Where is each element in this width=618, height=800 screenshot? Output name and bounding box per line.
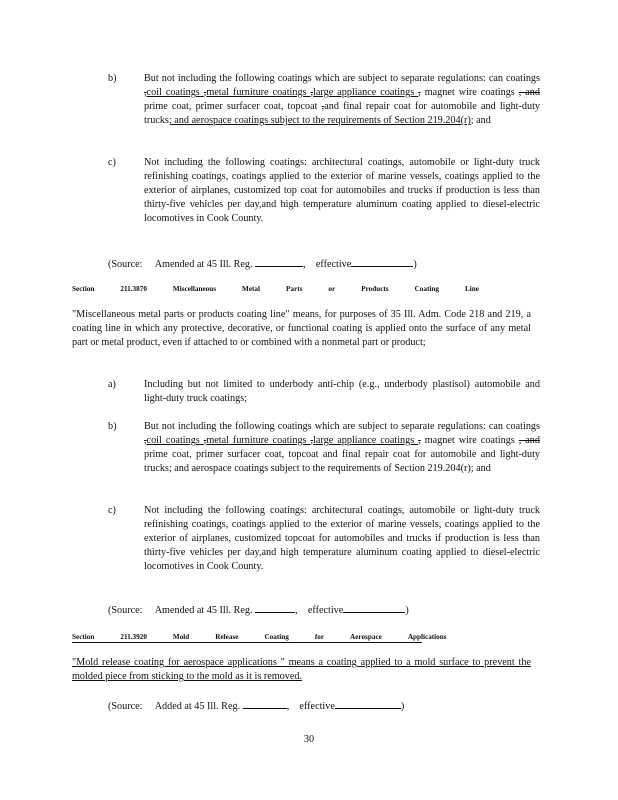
heading-word: for xyxy=(314,633,325,641)
blank-line xyxy=(255,602,295,613)
source-comma: , xyxy=(295,605,298,616)
item-text: Not including the following coatings: architectural coatings, automobile or light-duty truck refinishing coatings, coatings applied to the exterior of marine vessels, coatings applied to the exterior of airplanes, customized top coat for automobiles and trucks if production is less than thirty-five vehicles per day,and high temperature aluminum coating applied to diesel-electric locomotives in Cook County. xyxy=(144,157,540,224)
heading-word: Miscellaneous xyxy=(172,285,217,293)
item-label: c) xyxy=(108,505,116,516)
item-text xyxy=(144,420,540,476)
item-text: Not including the following coatings: architectural coatings, automobile or light-duty truck refinishing coatings, coatings applied to the exterior of marine vessels, coatings applied to the exterior of airplanes, customized topcoat for automobiles and trucks if production is less than thirty-five vehicles per day,and high temperature aluminum coating applied to diesel-electric locomotives in Cook County. xyxy=(144,505,540,572)
inserted-text: large appliance coatings xyxy=(313,435,419,446)
item-label: b) xyxy=(108,421,117,432)
item-label: a) xyxy=(108,379,116,390)
deleted-text: , xyxy=(203,435,207,446)
source-label: (Source: xyxy=(108,701,143,712)
source-comma: , xyxy=(303,259,306,270)
blank-line xyxy=(243,698,287,709)
definition-paragraph: "Mold release coating for aerospace applications " means a coating applied to a mold surface to prevent the molded piece from sticking to the mold as it is removed. xyxy=(72,657,531,682)
text-run: magnet wire coatings xyxy=(420,87,519,98)
deleted-text: , xyxy=(144,435,147,446)
source-effective: effective xyxy=(307,605,344,616)
item-label: c) xyxy=(108,157,116,168)
inserted-text: metal furniture coatings xyxy=(206,435,311,446)
source-label: (Source: xyxy=(108,605,143,616)
heading-word: Coating xyxy=(414,285,439,293)
blank-line xyxy=(255,256,303,267)
text-run: But not including the following coatings which are subject to separate regulations: can coatings xyxy=(144,421,540,432)
source-note xyxy=(108,256,417,272)
deleted-text: , xyxy=(418,435,421,446)
deleted-text: , xyxy=(418,87,421,98)
source-reg: Amended at 45 Ill. Reg. xyxy=(154,605,253,616)
heading-word: Mold xyxy=(172,633,190,641)
item-text xyxy=(144,72,540,128)
source-reg: Added at 45 Ill. Reg. xyxy=(154,701,241,712)
inserted-text: metal furniture coatings xyxy=(206,87,311,98)
source-label: (Source: xyxy=(108,259,143,270)
definition-paragraph: "Miscellaneous metal parts or products coating line" means, for purposes of 35 Ill. Adm. Code 218 and 219, a coating line in which any protective, decorative, or functional coating is applied onto the surface of any metal part or metal product, even if attached to or combined with a nonmetal part or product; xyxy=(72,309,531,348)
heading-word: Metal xyxy=(242,285,261,293)
deleted-text: , xyxy=(144,87,147,98)
source-reg: Amended at 45 Ill. Reg. xyxy=(154,259,253,270)
item-label: b) xyxy=(108,73,117,84)
deleted-text: , xyxy=(310,435,314,446)
heading-word: 211.3870 xyxy=(120,285,147,293)
text-run: and final repair coat for automobile and light-duty trucks xyxy=(144,101,541,126)
inserted-text: coil coatings xyxy=(146,87,204,98)
heading-word: Release xyxy=(215,633,239,641)
text-run: ; and xyxy=(470,115,491,126)
heading-word: Aerospace xyxy=(350,633,382,641)
source-note xyxy=(108,698,404,714)
heading-word: Parts xyxy=(286,285,303,293)
heading-word: Products xyxy=(361,285,389,293)
section-heading-new xyxy=(72,632,447,643)
deleted-text: , and xyxy=(518,87,540,98)
heading-word: Coating xyxy=(264,633,289,641)
heading-word: 211.3920 xyxy=(120,633,147,641)
blank-line xyxy=(335,698,401,709)
deleted-text: , xyxy=(203,87,207,98)
heading-word: or xyxy=(328,285,336,293)
inserted-text: large appliance coatings xyxy=(313,87,419,98)
deleted-text: , xyxy=(321,101,325,112)
source-note xyxy=(108,602,409,618)
list-item-b xyxy=(108,72,540,128)
text-run: prime coat, primer surfacer coat, topcoat xyxy=(144,101,322,112)
list-item-c xyxy=(108,504,540,574)
section-heading xyxy=(72,284,505,294)
source-comma: , xyxy=(286,701,290,712)
source-effective: effective xyxy=(315,259,352,270)
blank-line xyxy=(351,256,413,267)
inserted-text: coil coatings xyxy=(146,435,204,446)
source-close: ) xyxy=(413,259,417,270)
inserted-text: ; and aerospace coatings subject to the requirements of Section 219.204(r) xyxy=(168,115,471,126)
source-close: ) xyxy=(405,605,409,616)
source-close: ) xyxy=(400,701,405,712)
text-run: prime coat, primer surfacer coat, topcoat and final repair coat for automobile and light-duty trucks; and aerospace coatings subject to the requirements of Section 219.204(r); and xyxy=(144,449,540,474)
page-number: 30 xyxy=(303,734,315,745)
heading-word: Section xyxy=(72,633,95,641)
list-item-c xyxy=(108,156,540,226)
text-run: magnet wire coatings xyxy=(420,435,519,446)
deleted-text: , and xyxy=(518,435,540,446)
list-item-b xyxy=(108,420,540,476)
text-run: But not including the following coatings which are subject to separate regulations: can coatings xyxy=(144,73,540,84)
item-text: Including but not limited to underbody anti-chip (e.g., underbody plastisol) automobile and light-duty truck coatings; xyxy=(144,379,540,404)
heading-word: Section xyxy=(72,285,95,293)
deleted-text: , xyxy=(310,87,314,98)
heading-word: Line xyxy=(464,285,479,293)
blank-line xyxy=(343,602,405,613)
heading-word: Applications xyxy=(407,633,447,641)
list-item-a xyxy=(108,378,540,406)
source-effective: effective xyxy=(299,701,335,712)
